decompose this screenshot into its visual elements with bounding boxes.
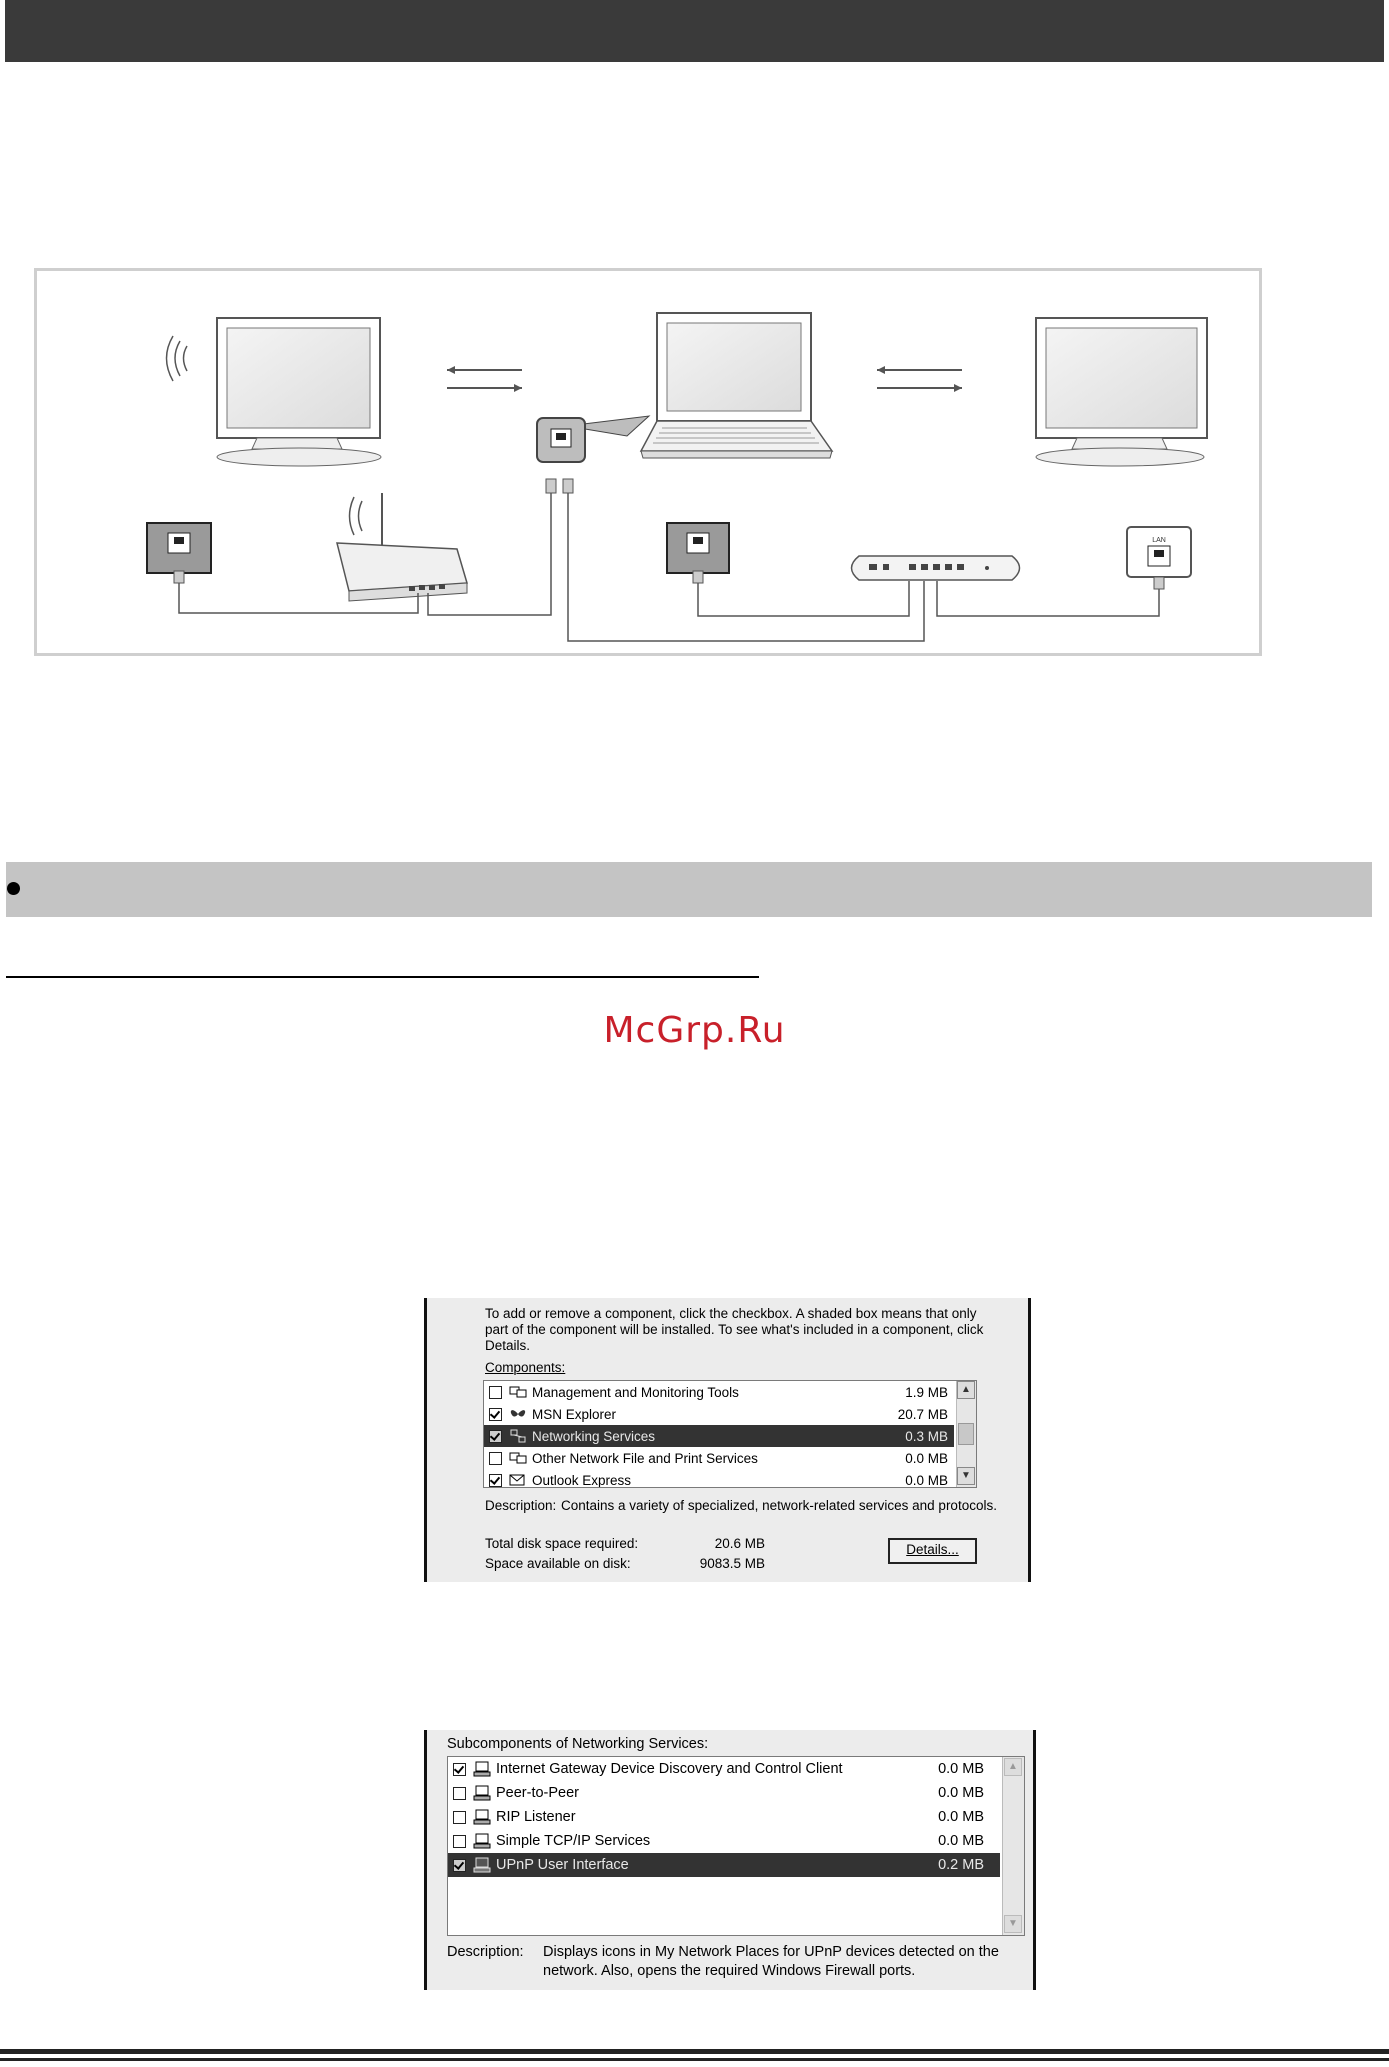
subcomponent-row-selected[interactable] (448, 1853, 1000, 1877)
subcomponent-label: Peer-to-Peer (496, 1785, 580, 1801)
subcomponent-label: Simple TCP/IP Services (496, 1833, 651, 1849)
lan-jack-icon (667, 523, 729, 573)
component-label: MSN Explorer (532, 1406, 617, 1422)
description-text-line2: network. Also, opens the required Windows Firewall ports. (543, 1963, 916, 1979)
subcomponent-row[interactable] (448, 1781, 1000, 1805)
network-diagram-svg (37, 271, 1259, 653)
lan-jack-callout-icon (537, 416, 649, 462)
subcomponent-label: RIP Listener (496, 1809, 576, 1825)
computer-icon (472, 1761, 492, 1777)
component-row[interactable] (484, 1447, 954, 1469)
description-text: Contains a variety of specialized, network-related services and protocols. (561, 1498, 997, 1513)
description-text-line1: Displays icons in My Network Places for UPnP devices detected on the (543, 1944, 999, 1960)
scroll-down-icon[interactable]: ▼ (1004, 1915, 1022, 1933)
component-label: Management and Monitoring Tools (532, 1384, 739, 1400)
details-button[interactable]: Details... (888, 1538, 977, 1564)
total-space-value: 20.6 MB (714, 1536, 765, 1551)
lan-label: LAN (1152, 537, 1166, 544)
wired-router-icon (852, 556, 1020, 580)
footer-rule (0, 2049, 1389, 2054)
network-icon (508, 1428, 528, 1444)
component-label: Outlook Express (532, 1472, 632, 1488)
subcomponent-label: Internet Gateway Device Discovery and Control Client (496, 1761, 843, 1777)
component-size: 20.7 MB (897, 1406, 948, 1422)
outlook-express-icon (508, 1472, 528, 1488)
component-label: Networking Services (532, 1428, 656, 1444)
computer-icon (472, 1857, 492, 1873)
component-row[interactable] (484, 1381, 954, 1403)
components-instructions: To add or remove a component, click the checkbox. A shaded box means that only part of the component will be installed. To see what's included in a component, click Details. (485, 1306, 984, 1353)
subcomponent-row[interactable] (448, 1829, 1000, 1853)
scroll-thumb[interactable] (958, 1423, 974, 1445)
tools-icon (508, 1384, 528, 1400)
watermark-text: McGrp.Ru (603, 1010, 786, 1051)
computer-icon (472, 1785, 492, 1801)
msn-butterfly-icon (508, 1406, 528, 1422)
scroll-up-icon[interactable]: ▲ (957, 1381, 975, 1399)
subcomponent-row[interactable] (448, 1805, 1000, 1829)
tv-icon (1036, 318, 1207, 466)
networking-subcomponents-dialog (424, 1730, 1036, 1990)
available-space-label: Space available on disk: (485, 1556, 631, 1571)
subcomponent-row[interactable] (448, 1757, 1000, 1781)
component-row[interactable] (484, 1403, 954, 1425)
description-label: Description: (447, 1944, 524, 1960)
subcomponent-checkbox[interactable] (453, 1811, 466, 1824)
scroll-up-icon[interactable]: ▲ (1004, 1758, 1022, 1776)
subcomponent-checkbox[interactable] (453, 1787, 466, 1800)
total-space-label: Total disk space required: (485, 1536, 639, 1551)
component-row[interactable] (484, 1469, 954, 1488)
component-checkbox[interactable] (489, 1430, 502, 1443)
description-label: Description: (485, 1498, 557, 1513)
available-space-value: 9083.5 MB (699, 1556, 765, 1571)
component-size: 0.0 MB (905, 1472, 948, 1488)
laptop-icon (641, 313, 832, 458)
components-scrollbar[interactable] (956, 1381, 976, 1487)
subcomponent-checkbox[interactable] (453, 1835, 466, 1848)
header-bar (5, 0, 1384, 62)
subcomponent-label: UPnP User Interface (496, 1857, 629, 1873)
subcomponent-checkbox[interactable] (453, 1763, 466, 1776)
windows-components-dialog (424, 1298, 1031, 1582)
bullet-icon (7, 882, 20, 895)
lan-wall-socket-icon (1127, 527, 1191, 577)
subcomponents-listbox[interactable] (447, 1756, 1025, 1936)
file-print-icon (508, 1450, 528, 1466)
component-label: Other Network File and Print Services (532, 1450, 758, 1466)
scroll-down-icon[interactable]: ▼ (957, 1467, 975, 1485)
lan-wall-port-icon (147, 523, 211, 573)
subcomponent-size: 0.0 MB (938, 1809, 984, 1825)
tv-wireless-icon (167, 318, 382, 466)
subcomponent-size: 0.2 MB (938, 1857, 984, 1873)
wireless-router-icon (337, 493, 467, 601)
component-checkbox[interactable] (489, 1452, 502, 1465)
computer-icon (472, 1833, 492, 1849)
subcomponents-title: Subcomponents of Networking Services: (447, 1736, 709, 1752)
component-row-selected[interactable] (484, 1425, 954, 1447)
subcomponents-scrollbar[interactable] (1002, 1757, 1024, 1935)
component-size: 0.0 MB (905, 1450, 948, 1466)
component-size: 0.3 MB (905, 1428, 948, 1444)
subcomponent-size: 0.0 MB (938, 1833, 984, 1849)
section-heading-bar (6, 862, 1372, 917)
network-diagram (34, 268, 1262, 656)
component-checkbox[interactable] (489, 1408, 502, 1421)
component-checkbox[interactable] (489, 1474, 502, 1487)
heading-underline (6, 976, 759, 978)
components-label: Components: (485, 1360, 566, 1375)
footer-rule (0, 2058, 1389, 2061)
computer-icon (472, 1809, 492, 1825)
components-listbox[interactable] (483, 1380, 977, 1488)
subcomponent-checkbox[interactable] (453, 1859, 466, 1872)
component-checkbox[interactable] (489, 1386, 502, 1399)
subcomponent-size: 0.0 MB (938, 1761, 984, 1777)
subcomponent-size: 0.0 MB (938, 1785, 984, 1801)
component-size: 1.9 MB (905, 1384, 948, 1400)
